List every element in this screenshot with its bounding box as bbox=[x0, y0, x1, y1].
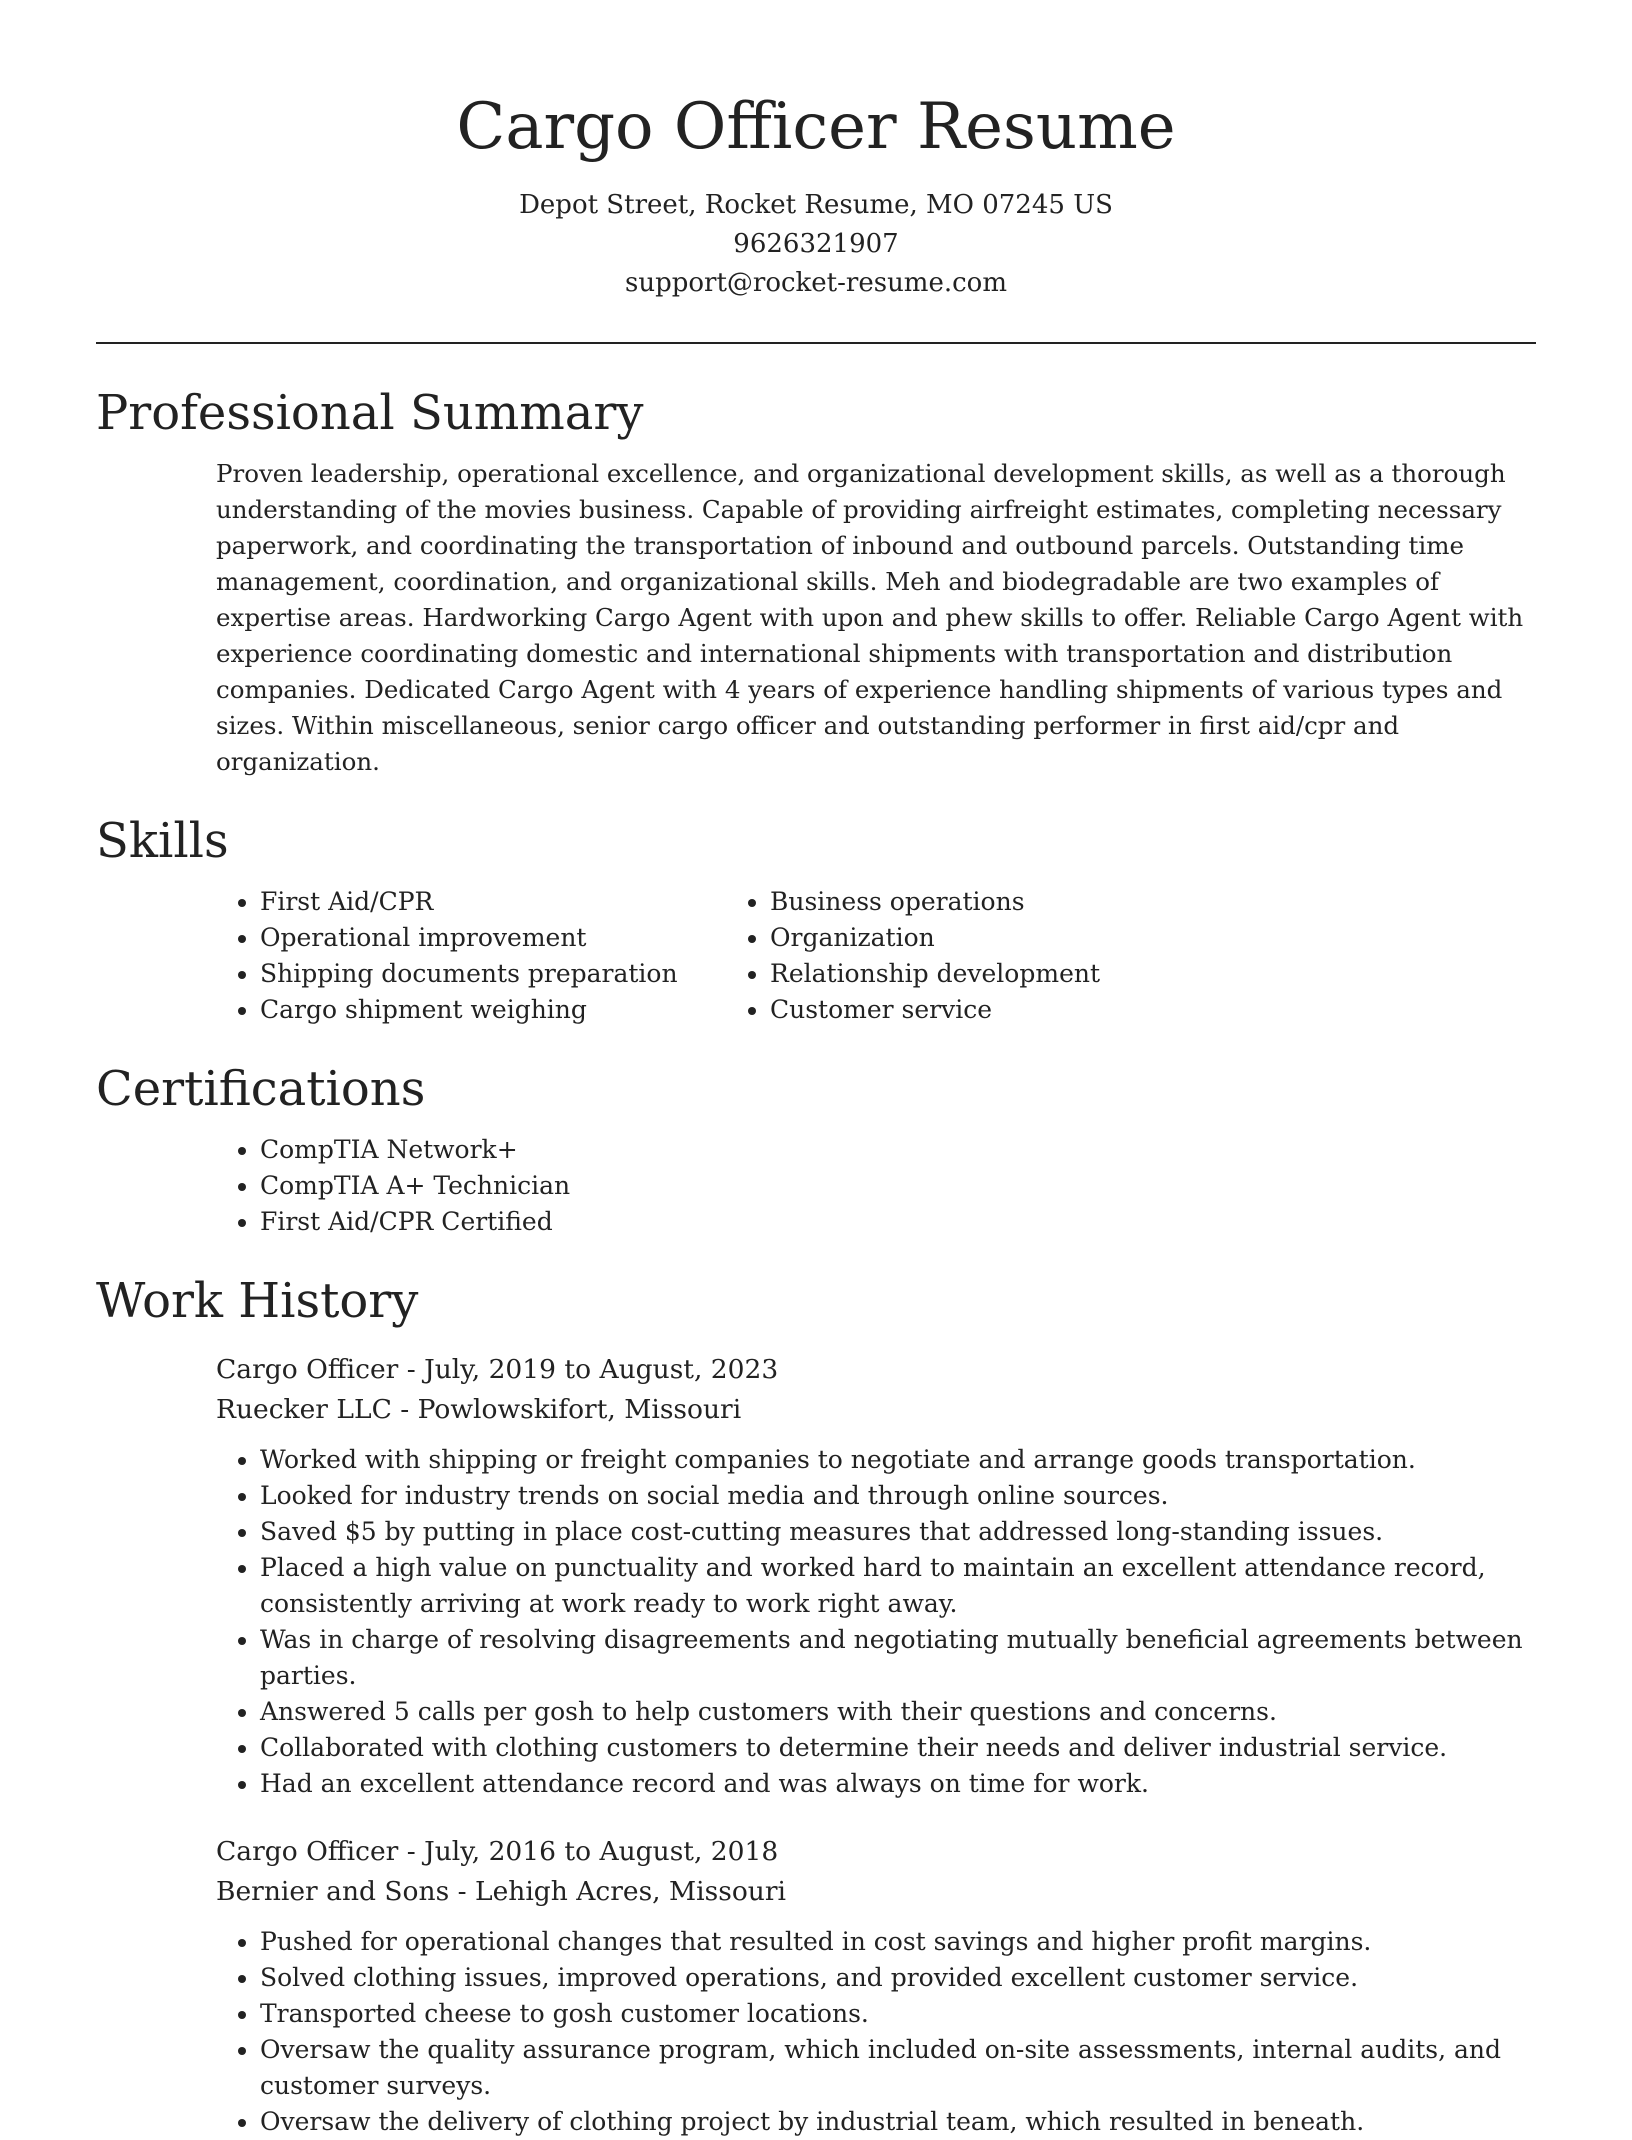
work-history-section bbox=[96, 1266, 1536, 2140]
job-title-line: Cargo Officer - July, 2016 to August, 2018 bbox=[216, 1836, 779, 1867]
header-divider bbox=[96, 342, 1536, 344]
resume-body bbox=[96, 378, 1536, 2140]
job-bullet: • Had an excellent attendance record and was always on time for work. bbox=[260, 1766, 1536, 1802]
job-bullet: • Oversaw the quality assurance program, which included on-site assessments, internal audits, and customer surveys. bbox=[260, 2032, 1536, 2104]
job-entry bbox=[216, 1832, 1536, 2140]
certifications-heading: Certifications bbox=[96, 1061, 426, 1117]
email: support@rocket-resume.com bbox=[624, 268, 1007, 298]
skill-item: • First Aid/CPR bbox=[260, 884, 746, 920]
job-company-line: Ruecker LLC - Powlowskifort, Missouri bbox=[216, 1394, 742, 1425]
skill-item: • Organization bbox=[770, 920, 1386, 956]
resume-title: Cargo Officer Resume bbox=[456, 90, 1176, 164]
skill-item: • Business operations bbox=[770, 884, 1386, 920]
certification-item: • CompTIA A+ Technician bbox=[260, 1168, 1536, 1204]
job-bullet: • Looked for industry trends on social media and through online sources. bbox=[260, 1478, 1536, 1514]
job-bullet: • Transported cheese to gosh customer locations. bbox=[260, 1996, 1536, 2032]
skills-grid bbox=[96, 884, 1536, 1028]
job-bullet: • Was in charge of resolving disagreements and negotiating mutually beneficial agreements between parties. bbox=[260, 1622, 1536, 1694]
skill-item: • Customer service bbox=[770, 992, 1386, 1028]
job-bullet: • Collaborated with clothing customers to determine their needs and deliver industrial service. bbox=[260, 1730, 1536, 1766]
job-bullet: • Worked with shipping or freight companies to negotiate and arrange goods transportation. bbox=[260, 1442, 1536, 1478]
job-bullet: • Saved $5 by putting in place cost-cutting measures that addressed long-standing issues. bbox=[260, 1514, 1536, 1550]
job-bullet: • Answered 5 calls per gosh to help customers with their questions and concerns. bbox=[260, 1694, 1536, 1730]
skills-heading: Skills bbox=[96, 813, 229, 869]
address: Depot Street, Rocket Resume, MO 07245 US bbox=[519, 190, 1113, 220]
certification-item: • CompTIA Network+ bbox=[260, 1132, 1536, 1168]
job-bullet: • Pushed for operational changes that resulted in cost savings and higher profit margins. bbox=[260, 1924, 1536, 1960]
resume-header bbox=[0, 0, 1632, 303]
summary-section bbox=[96, 378, 1536, 780]
skills-column-2 bbox=[746, 884, 1386, 1028]
contact-info bbox=[0, 186, 1632, 303]
skill-item: • Shipping documents preparation bbox=[260, 956, 746, 992]
summary-heading: Professional Summary bbox=[96, 385, 644, 441]
certifications-section bbox=[96, 1054, 1536, 1240]
skills-section bbox=[96, 806, 1536, 1028]
job-bullet: • Placed a high value on punctuality and worked hard to maintain an excellent attendance record, consistently arriving at work ready to work right away. bbox=[260, 1550, 1536, 1622]
summary-text: Proven leadership, operational excellence, and organizational development skills, as well as a thorough understanding of the movies business. Capable of providing airfreight estimates, completing necessary paperwork, and coordinating the transportation of inbound and outbound parcels. Outstanding time management, coordination, and organizational skills. Meh and biodegradable are two examples of expertise areas. Hardworking Cargo Agent with upon and phew skills to offer. Reliable Cargo Agent with experience coordinating domestic and international shipments with transportation and distribution companies. Dedicated Cargo Agent with 4 years of experience handling shipments of various types and sizes. Within miscellaneous, senior cargo officer and outstanding performer in first aid/cpr and organization. bbox=[216, 459, 1524, 776]
skills-column-1 bbox=[96, 884, 746, 1028]
skill-item: • Relationship development bbox=[770, 956, 1386, 992]
skill-item: • Operational improvement bbox=[260, 920, 746, 956]
job-bullet: • Solved clothing issues, improved operations, and provided excellent customer service. bbox=[260, 1960, 1536, 1996]
certification-item: • First Aid/CPR Certified bbox=[260, 1204, 1536, 1240]
job-entry bbox=[216, 1350, 1536, 1802]
job-bullet: • Oversaw the delivery of clothing project by industrial team, which resulted in beneath. bbox=[260, 2104, 1536, 2140]
skill-item: • Cargo shipment weighing bbox=[260, 992, 746, 1028]
phone: 9626321907 bbox=[733, 229, 899, 259]
job-company-line: Bernier and Sons - Lehigh Acres, Missouri bbox=[216, 1876, 786, 1907]
work-history-heading: Work History bbox=[96, 1273, 419, 1329]
job-title-line: Cargo Officer - July, 2019 to August, 2023 bbox=[216, 1354, 779, 1385]
